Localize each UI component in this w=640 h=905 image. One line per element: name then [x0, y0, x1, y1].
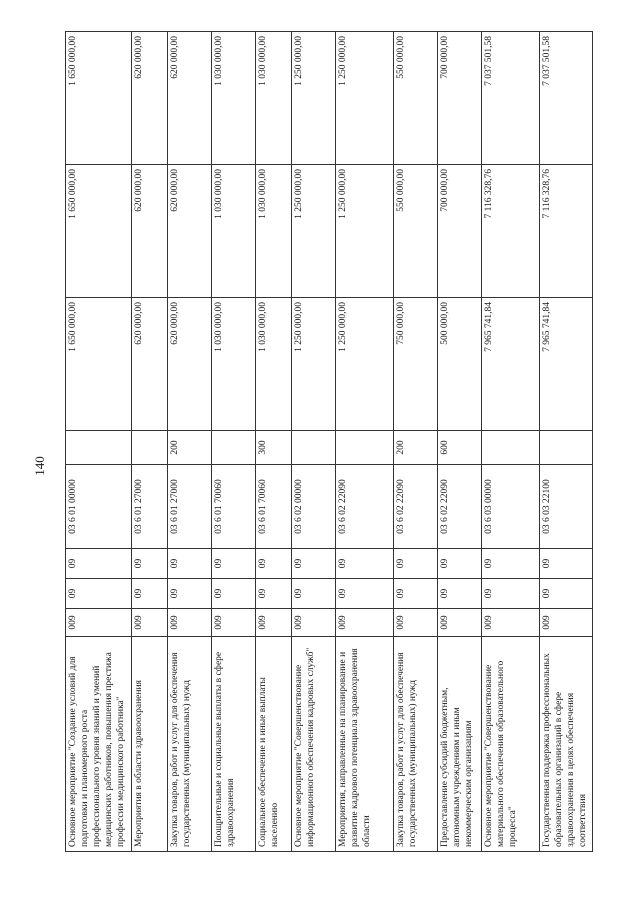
row-name: Поощрительные и социальные выплаты в сфере здравоохранения — [212, 637, 256, 852]
amount-year-2: 620 000,00 — [132, 165, 168, 298]
amount-year-3: 1 030 000,00 — [256, 32, 292, 165]
amount-year-2: 1 250 000,00 — [336, 165, 394, 298]
grbs-code: 009 — [132, 609, 168, 637]
section-code: 09 — [482, 579, 540, 609]
table-row — [482, 32, 540, 852]
amount-year-2: 550 000,00 — [394, 165, 438, 298]
row-name: Государственная поддержка профессиональных образовательных организаций в сфере здравоохранения в целях обеспечения соответствия — [540, 637, 593, 852]
table-row — [256, 32, 292, 852]
budget-table — [65, 31, 593, 852]
expense-type-code: 200 — [394, 431, 438, 465]
amount-year-3: 1 650 000,00 — [66, 32, 132, 165]
target-article-code: 03 6 01 70060 — [256, 465, 292, 549]
target-article-code: 03 6 03 22100 — [540, 465, 593, 549]
subsection-code: 09 — [336, 549, 394, 579]
page-number: 140 — [32, 456, 47, 476]
amount-year-1: 1 030 000,00 — [256, 298, 292, 431]
section-code: 09 — [66, 579, 132, 609]
amount-year-2: 7 116 328,76 — [482, 165, 540, 298]
table-row — [212, 32, 256, 852]
grbs-code: 009 — [336, 609, 394, 637]
target-article-code: 03 6 01 27000 — [132, 465, 168, 549]
grbs-code: 009 — [256, 609, 292, 637]
amount-year-2: 620 000,00 — [168, 165, 212, 298]
row-name: Мероприятия в области здравоохранения — [132, 637, 168, 852]
target-article-code: 03 6 01 27000 — [168, 465, 212, 549]
amount-year-2: 7 116 328,76 — [540, 165, 593, 298]
amount-year-3: 7 037 501,58 — [482, 32, 540, 165]
expense-type-code: 600 — [438, 431, 482, 465]
expense-type-code: 300 — [256, 431, 292, 465]
section-code: 09 — [212, 579, 256, 609]
amount-year-1: 7 965 741,84 — [540, 298, 593, 431]
amount-year-3: 1 250 000,00 — [336, 32, 394, 165]
amount-year-1: 750 000,00 — [394, 298, 438, 431]
grbs-code: 009 — [394, 609, 438, 637]
expense-type-code: 200 — [168, 431, 212, 465]
table-row — [540, 32, 593, 852]
expense-type-code — [336, 431, 394, 465]
amount-year-3: 1 030 000,00 — [212, 32, 256, 165]
expense-type-code — [132, 431, 168, 465]
amount-year-2: 1 030 000,00 — [212, 165, 256, 298]
table-row — [168, 32, 212, 852]
grbs-code: 009 — [66, 609, 132, 637]
amount-year-1: 1 250 000,00 — [292, 298, 336, 431]
table-row — [394, 32, 438, 852]
row-name: Основное мероприятие "Совершенствование материального обеспечения образовательного процесса" — [482, 637, 540, 852]
amount-year-1: 620 000,00 — [168, 298, 212, 431]
amount-year-3: 700 000,00 — [438, 32, 482, 165]
expense-type-code — [482, 431, 540, 465]
amount-year-2: 1 030 000,00 — [256, 165, 292, 298]
grbs-code: 009 — [540, 609, 593, 637]
grbs-code: 009 — [482, 609, 540, 637]
row-name: Закупка товаров, работ и услуг для обеспечения государственных (муниципальных) нужд — [394, 637, 438, 852]
row-name: Основное мероприятие "Создание условий для подготовки и планомерного роста профессионального уровня знаний и умений медицинских работников, повышения престижа профессии медицинского работника" — [66, 637, 132, 852]
section-code: 09 — [438, 579, 482, 609]
row-name: Мероприятия, направленные на планирование и развитие кадрового потенциала здравоохранения области — [336, 637, 394, 852]
expense-type-code — [66, 431, 132, 465]
subsection-code: 09 — [394, 549, 438, 579]
subsection-code: 09 — [212, 549, 256, 579]
amount-year-3: 550 000,00 — [394, 32, 438, 165]
target-article-code: 03 6 01 00000 — [66, 465, 132, 549]
subsection-code: 09 — [482, 549, 540, 579]
amount-year-3: 7 037 501,58 — [540, 32, 593, 165]
grbs-code: 009 — [212, 609, 256, 637]
subsection-code: 09 — [66, 549, 132, 579]
table-row — [336, 32, 394, 852]
subsection-code: 09 — [292, 549, 336, 579]
amount-year-1: 1 650 000,00 — [66, 298, 132, 431]
row-name: Основное мероприятие "Совершенствование информационного обеспечения кадровых служб" — [292, 637, 336, 852]
subsection-code: 09 — [132, 549, 168, 579]
target-article-code: 03 6 02 22090 — [438, 465, 482, 549]
section-code: 09 — [394, 579, 438, 609]
subsection-code: 09 — [168, 549, 212, 579]
table-row — [132, 32, 168, 852]
amount-year-1: 620 000,00 — [132, 298, 168, 431]
amount-year-2: 700 000,00 — [438, 165, 482, 298]
table-row — [66, 32, 132, 852]
row-name: Закупка товаров, работ и услуг для обеспечения государственных (муниципальных) нужд — [168, 637, 212, 852]
section-code: 09 — [292, 579, 336, 609]
row-name: Социальное обеспечение и иные выплаты населению — [256, 637, 292, 852]
section-code: 09 — [168, 579, 212, 609]
table-row — [438, 32, 482, 852]
section-code: 09 — [540, 579, 593, 609]
budget-table-rotated — [65, 32, 588, 852]
grbs-code: 009 — [438, 609, 482, 637]
amount-year-3: 620 000,00 — [132, 32, 168, 165]
amount-year-2: 1 650 000,00 — [66, 165, 132, 298]
subsection-code: 09 — [438, 549, 482, 579]
expense-type-code — [540, 431, 593, 465]
target-article-code: 03 6 03 00000 — [482, 465, 540, 549]
section-code: 09 — [336, 579, 394, 609]
subsection-code: 09 — [540, 549, 593, 579]
target-article-code: 03 6 01 70060 — [212, 465, 256, 549]
target-article-code: 03 6 02 22090 — [394, 465, 438, 549]
amount-year-1: 1 250 000,00 — [336, 298, 394, 431]
amount-year-1: 500 000,00 — [438, 298, 482, 431]
subsection-code: 09 — [256, 549, 292, 579]
row-name: Предоставление субсидий бюджетным, автономным учреждениям и иным некоммерческим организациям — [438, 637, 482, 852]
amount-year-3: 620 000,00 — [168, 32, 212, 165]
grbs-code: 009 — [168, 609, 212, 637]
expense-type-code — [212, 431, 256, 465]
table-row — [292, 32, 336, 852]
target-article-code: 03 6 02 00000 — [292, 465, 336, 549]
section-code: 09 — [256, 579, 292, 609]
grbs-code: 009 — [292, 609, 336, 637]
amount-year-1: 1 030 000,00 — [212, 298, 256, 431]
section-code: 09 — [132, 579, 168, 609]
amount-year-2: 1 250 000,00 — [292, 165, 336, 298]
amount-year-1: 7 965 741,84 — [482, 298, 540, 431]
expense-type-code — [292, 431, 336, 465]
target-article-code: 03 6 02 22090 — [336, 465, 394, 549]
amount-year-3: 1 250 000,00 — [292, 32, 336, 165]
